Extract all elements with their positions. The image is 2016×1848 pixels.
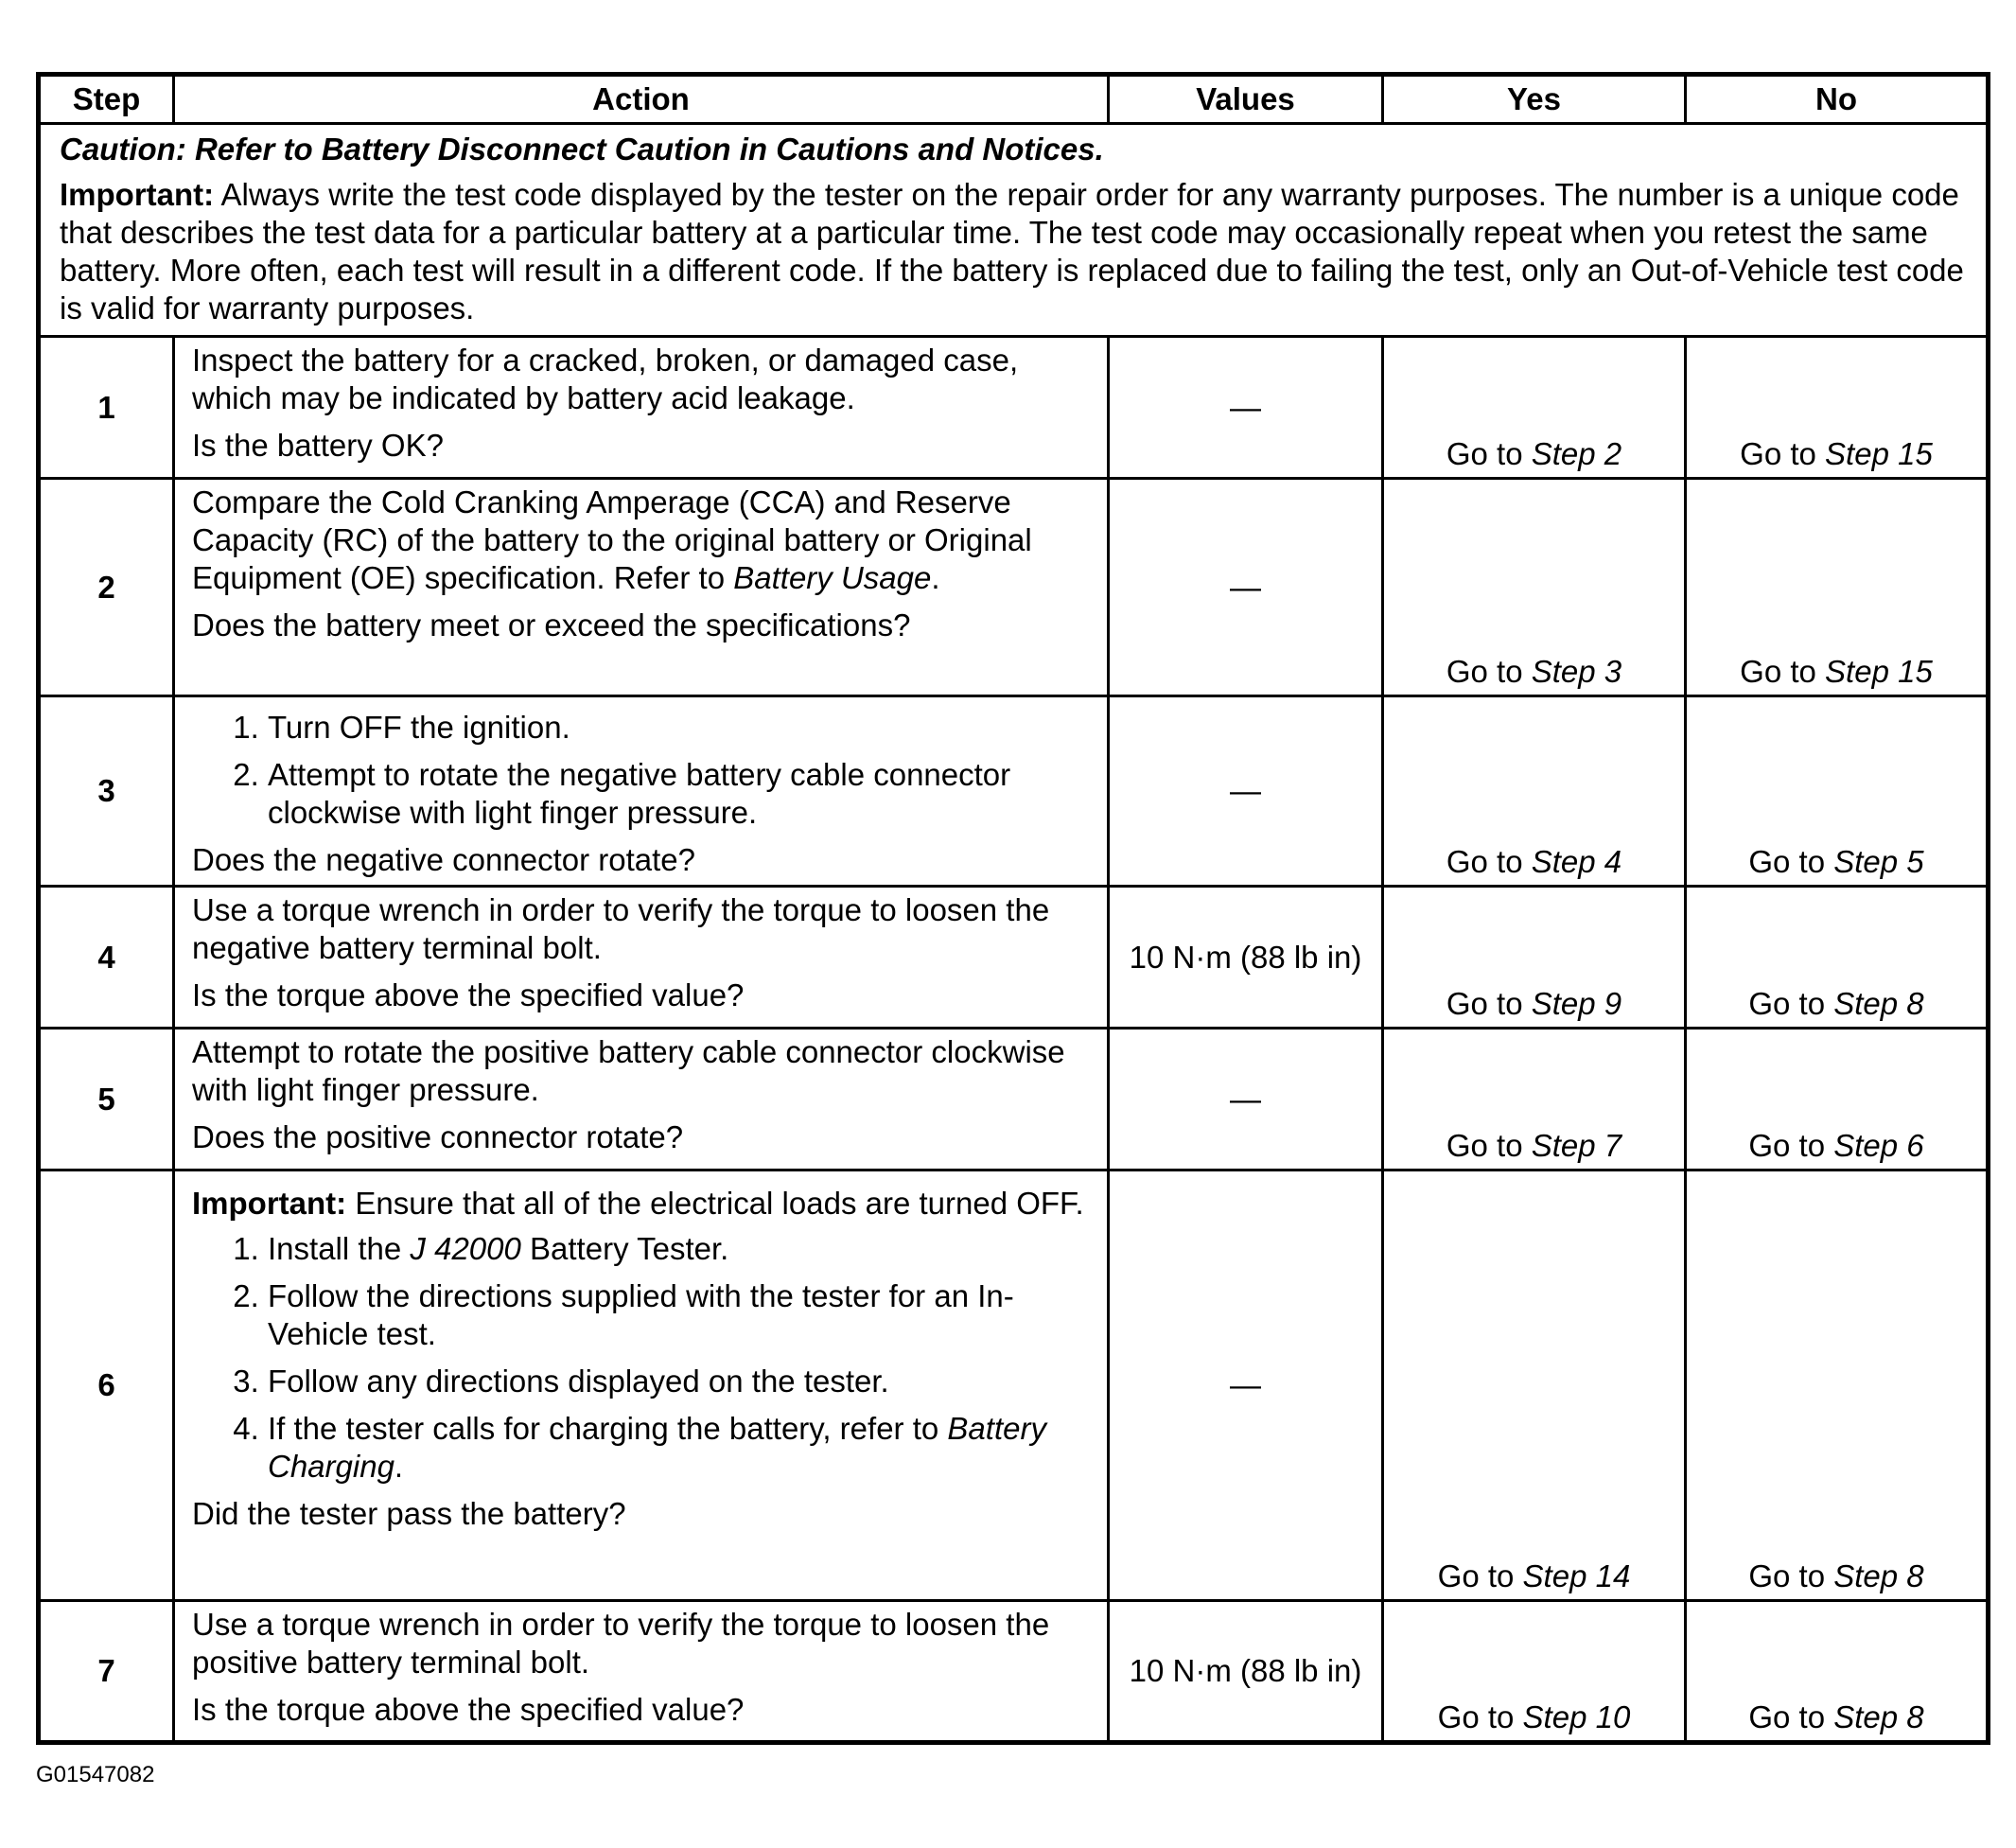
action-cell xyxy=(174,887,1109,1029)
header-values: Values xyxy=(1109,75,1383,124)
go-to-text: Go to xyxy=(1446,654,1532,689)
value-cell: — xyxy=(1109,479,1383,696)
step-word: Step xyxy=(1522,1558,1587,1593)
action-cell xyxy=(174,1601,1109,1743)
go-to-text: Go to xyxy=(1748,1558,1834,1593)
header-yes: Yes xyxy=(1383,75,1686,124)
header-row xyxy=(39,75,1989,124)
step-word: Step xyxy=(1825,436,1889,471)
step-number: 2 xyxy=(39,479,174,696)
notes-cell xyxy=(39,124,1989,337)
step-word: Step xyxy=(1825,654,1889,689)
step-number: 5 xyxy=(39,1029,174,1170)
yes-cell xyxy=(1383,1170,1686,1601)
value-cell: — xyxy=(1109,337,1383,479)
yes-cell xyxy=(1383,887,1686,1029)
go-to-text: Go to xyxy=(1748,986,1834,1021)
question-text: Is the torque above the specified value? xyxy=(192,1692,745,1727)
important-text: Always write the test code displayed by the tester on the repair order for any warranty purposes. The number is a unique code that describes the test data for a particular battery at a particular time. The test code may occasionally repeat when you retest the same battery. More often, each test will result in a different code. If the battery is replaced due to failing the test, only an Out-of-Vehicle test code is valid for warranty purposes. xyxy=(60,177,1964,326)
yes-cell xyxy=(1383,1029,1686,1170)
action-text: Use a torque wrench in order to verify the torque to loosen the negative battery terminal bolt. xyxy=(192,892,1050,965)
important-label: Important: xyxy=(60,177,215,212)
step-number: 6 xyxy=(39,1170,174,1601)
important-note xyxy=(60,176,1969,327)
step-target: 8 xyxy=(1906,1699,1924,1734)
step-target: 14 xyxy=(1595,1558,1631,1593)
go-to-text: Go to xyxy=(1437,1699,1523,1734)
value-cell: 10 N·m (88 lb in) xyxy=(1109,1601,1383,1743)
step-word: Step xyxy=(1833,844,1899,879)
value-cell: — xyxy=(1109,696,1383,887)
table-row xyxy=(39,1029,1989,1170)
diagnostic-sheet xyxy=(36,72,1986,1745)
go-to-text: Go to xyxy=(1446,436,1532,471)
no-cell xyxy=(1686,1170,1989,1601)
tool-reference[interactable]: J 42000 xyxy=(410,1231,521,1266)
important-step-note xyxy=(192,1185,1094,1223)
action-list xyxy=(192,709,1094,832)
list-item: 3. Follow any directions displayed on the tester. xyxy=(268,1363,1094,1400)
caution-note: Caution: Refer to Battery Disconnect Caution in Cautions and Notices. xyxy=(60,132,1104,167)
yes-cell xyxy=(1383,479,1686,696)
step-link[interactable] xyxy=(1825,436,1933,471)
no-cell xyxy=(1686,696,1989,887)
step-word: Step xyxy=(1531,986,1596,1021)
no-cell xyxy=(1686,479,1989,696)
item-text-b: . xyxy=(394,1449,404,1484)
step-link[interactable] xyxy=(1532,986,1622,1021)
step-target: 5 xyxy=(1906,844,1924,879)
list-item xyxy=(268,1230,1094,1268)
header-step: Step xyxy=(39,75,174,124)
go-to-text: Go to xyxy=(1446,986,1532,1021)
step-number: 4 xyxy=(39,887,174,1029)
header-action: Action xyxy=(174,75,1109,124)
go-to-text: Go to xyxy=(1740,436,1826,471)
figure-id: G01547082 xyxy=(36,1762,155,1787)
list-item xyxy=(268,1410,1094,1486)
action-cell xyxy=(174,696,1109,887)
table-row xyxy=(39,1170,1989,1601)
action-cell xyxy=(174,337,1109,479)
step-word: Step xyxy=(1833,1699,1899,1734)
notes-row xyxy=(39,124,1989,337)
step-word: Step xyxy=(1531,654,1596,689)
go-to-text: Go to xyxy=(1748,1128,1834,1163)
go-to-text: Go to xyxy=(1740,654,1826,689)
step-number: 1 xyxy=(39,337,174,479)
step-link[interactable] xyxy=(1523,1699,1631,1734)
action-text-a: Compare the Cold Cranking Amperage (CCA) and Reserve Capacity (RC) of the battery to the original battery or Original Equipment (OE) specification. Refer to xyxy=(192,484,1032,595)
action-cell xyxy=(174,479,1109,696)
yes-cell xyxy=(1383,337,1686,479)
action-text: Use a torque wrench in order to verify the torque to loosen the positive battery terminal bolt. xyxy=(192,1607,1050,1680)
go-to-text: Go to xyxy=(1748,844,1834,879)
table-row xyxy=(39,337,1989,479)
action-cell xyxy=(174,1170,1109,1601)
action-text: Inspect the battery for a cracked, broken, or damaged case, which may be indicated by battery acid leakage. xyxy=(192,343,1019,415)
item-text-b: Battery Tester. xyxy=(520,1231,729,1266)
no-cell xyxy=(1686,337,1989,479)
question-text: Did the tester pass the battery? xyxy=(192,1496,626,1531)
list-item: 1. Turn OFF the ignition. xyxy=(268,709,1094,747)
step-link[interactable] xyxy=(1523,1558,1631,1593)
action-text xyxy=(192,484,1094,597)
diagnostic-table xyxy=(36,72,1990,1745)
step-target: 6 xyxy=(1906,1128,1924,1163)
important-label: Important: xyxy=(192,1186,347,1221)
no-cell xyxy=(1686,1029,1989,1170)
list-item: 2. Attempt to rotate the negative battery cable connector clockwise with light finger pressure. xyxy=(268,756,1094,832)
yes-cell xyxy=(1383,696,1686,887)
go-to-text: Go to xyxy=(1437,1558,1523,1593)
go-to-text: Go to xyxy=(1446,844,1532,879)
list-item: 2. Follow the directions supplied with the tester for an In-Vehicle test. xyxy=(268,1277,1094,1353)
step-target: 8 xyxy=(1906,986,1924,1021)
step-link[interactable] xyxy=(1532,654,1622,689)
question-text: Is the battery OK? xyxy=(192,428,444,463)
step-target: 15 xyxy=(1898,436,1933,471)
step-word: Step xyxy=(1833,1128,1899,1163)
header-no: No xyxy=(1686,75,1989,124)
question-text: Does the negative connector rotate? xyxy=(192,842,696,877)
item-text-a: Install the xyxy=(268,1231,411,1266)
step-link[interactable] xyxy=(1532,1128,1622,1163)
go-to-text: Go to xyxy=(1748,1699,1834,1734)
step-number: 7 xyxy=(39,1601,174,1743)
step-target: 4 xyxy=(1604,844,1622,879)
value-cell: — xyxy=(1109,1170,1383,1601)
action-text: Attempt to rotate the positive battery cable connector clockwise with light finger pressure. xyxy=(192,1034,1065,1107)
table-row xyxy=(39,479,1989,696)
step-target: 8 xyxy=(1906,1558,1924,1593)
action-cell xyxy=(174,1029,1109,1170)
step-target: 3 xyxy=(1604,654,1622,689)
value-cell: 10 N·m (88 lb in) xyxy=(1109,887,1383,1029)
step-link[interactable] xyxy=(1833,1128,1923,1163)
table-row xyxy=(39,1601,1989,1743)
no-cell xyxy=(1686,887,1989,1029)
step-word: Step xyxy=(1531,1128,1596,1163)
step-word: Step xyxy=(1531,436,1596,471)
go-to-text: Go to xyxy=(1446,1128,1532,1163)
question-text: Does the battery meet or exceed the specifications? xyxy=(192,607,911,642)
step-link[interactable] xyxy=(1825,654,1933,689)
value-cell: — xyxy=(1109,1029,1383,1170)
action-list xyxy=(192,1230,1094,1486)
step-word: Step xyxy=(1522,1699,1587,1734)
step-link[interactable] xyxy=(1532,436,1622,471)
table-row xyxy=(39,887,1989,1029)
reference-link[interactable]: Battery Charging xyxy=(268,1411,1046,1484)
step-number: 3 xyxy=(39,696,174,887)
step-target: 10 xyxy=(1595,1699,1631,1734)
reference-link[interactable]: Battery Usage xyxy=(733,560,932,595)
action-text-b: . xyxy=(931,560,940,595)
question-text: Does the positive connector rotate? xyxy=(192,1119,684,1154)
important-text: Ensure that all of the electrical loads are turned OFF. xyxy=(346,1186,1084,1221)
question-text: Is the torque above the specified value? xyxy=(192,977,745,1012)
step-word: Step xyxy=(1833,986,1899,1021)
step-link[interactable] xyxy=(1833,1699,1923,1734)
step-target: 15 xyxy=(1898,654,1933,689)
step-target: 2 xyxy=(1604,436,1622,471)
step-link[interactable] xyxy=(1532,844,1622,879)
step-link[interactable] xyxy=(1833,986,1923,1021)
item-text-a: If the tester calls for charging the battery, refer to xyxy=(268,1411,948,1446)
step-word: Step xyxy=(1833,1558,1899,1593)
step-link[interactable] xyxy=(1833,1558,1923,1593)
table-row xyxy=(39,696,1989,887)
no-cell xyxy=(1686,1601,1989,1743)
step-target: 9 xyxy=(1604,986,1622,1021)
step-target: 7 xyxy=(1604,1128,1622,1163)
step-word: Step xyxy=(1531,844,1596,879)
yes-cell xyxy=(1383,1601,1686,1743)
step-link[interactable] xyxy=(1833,844,1923,879)
